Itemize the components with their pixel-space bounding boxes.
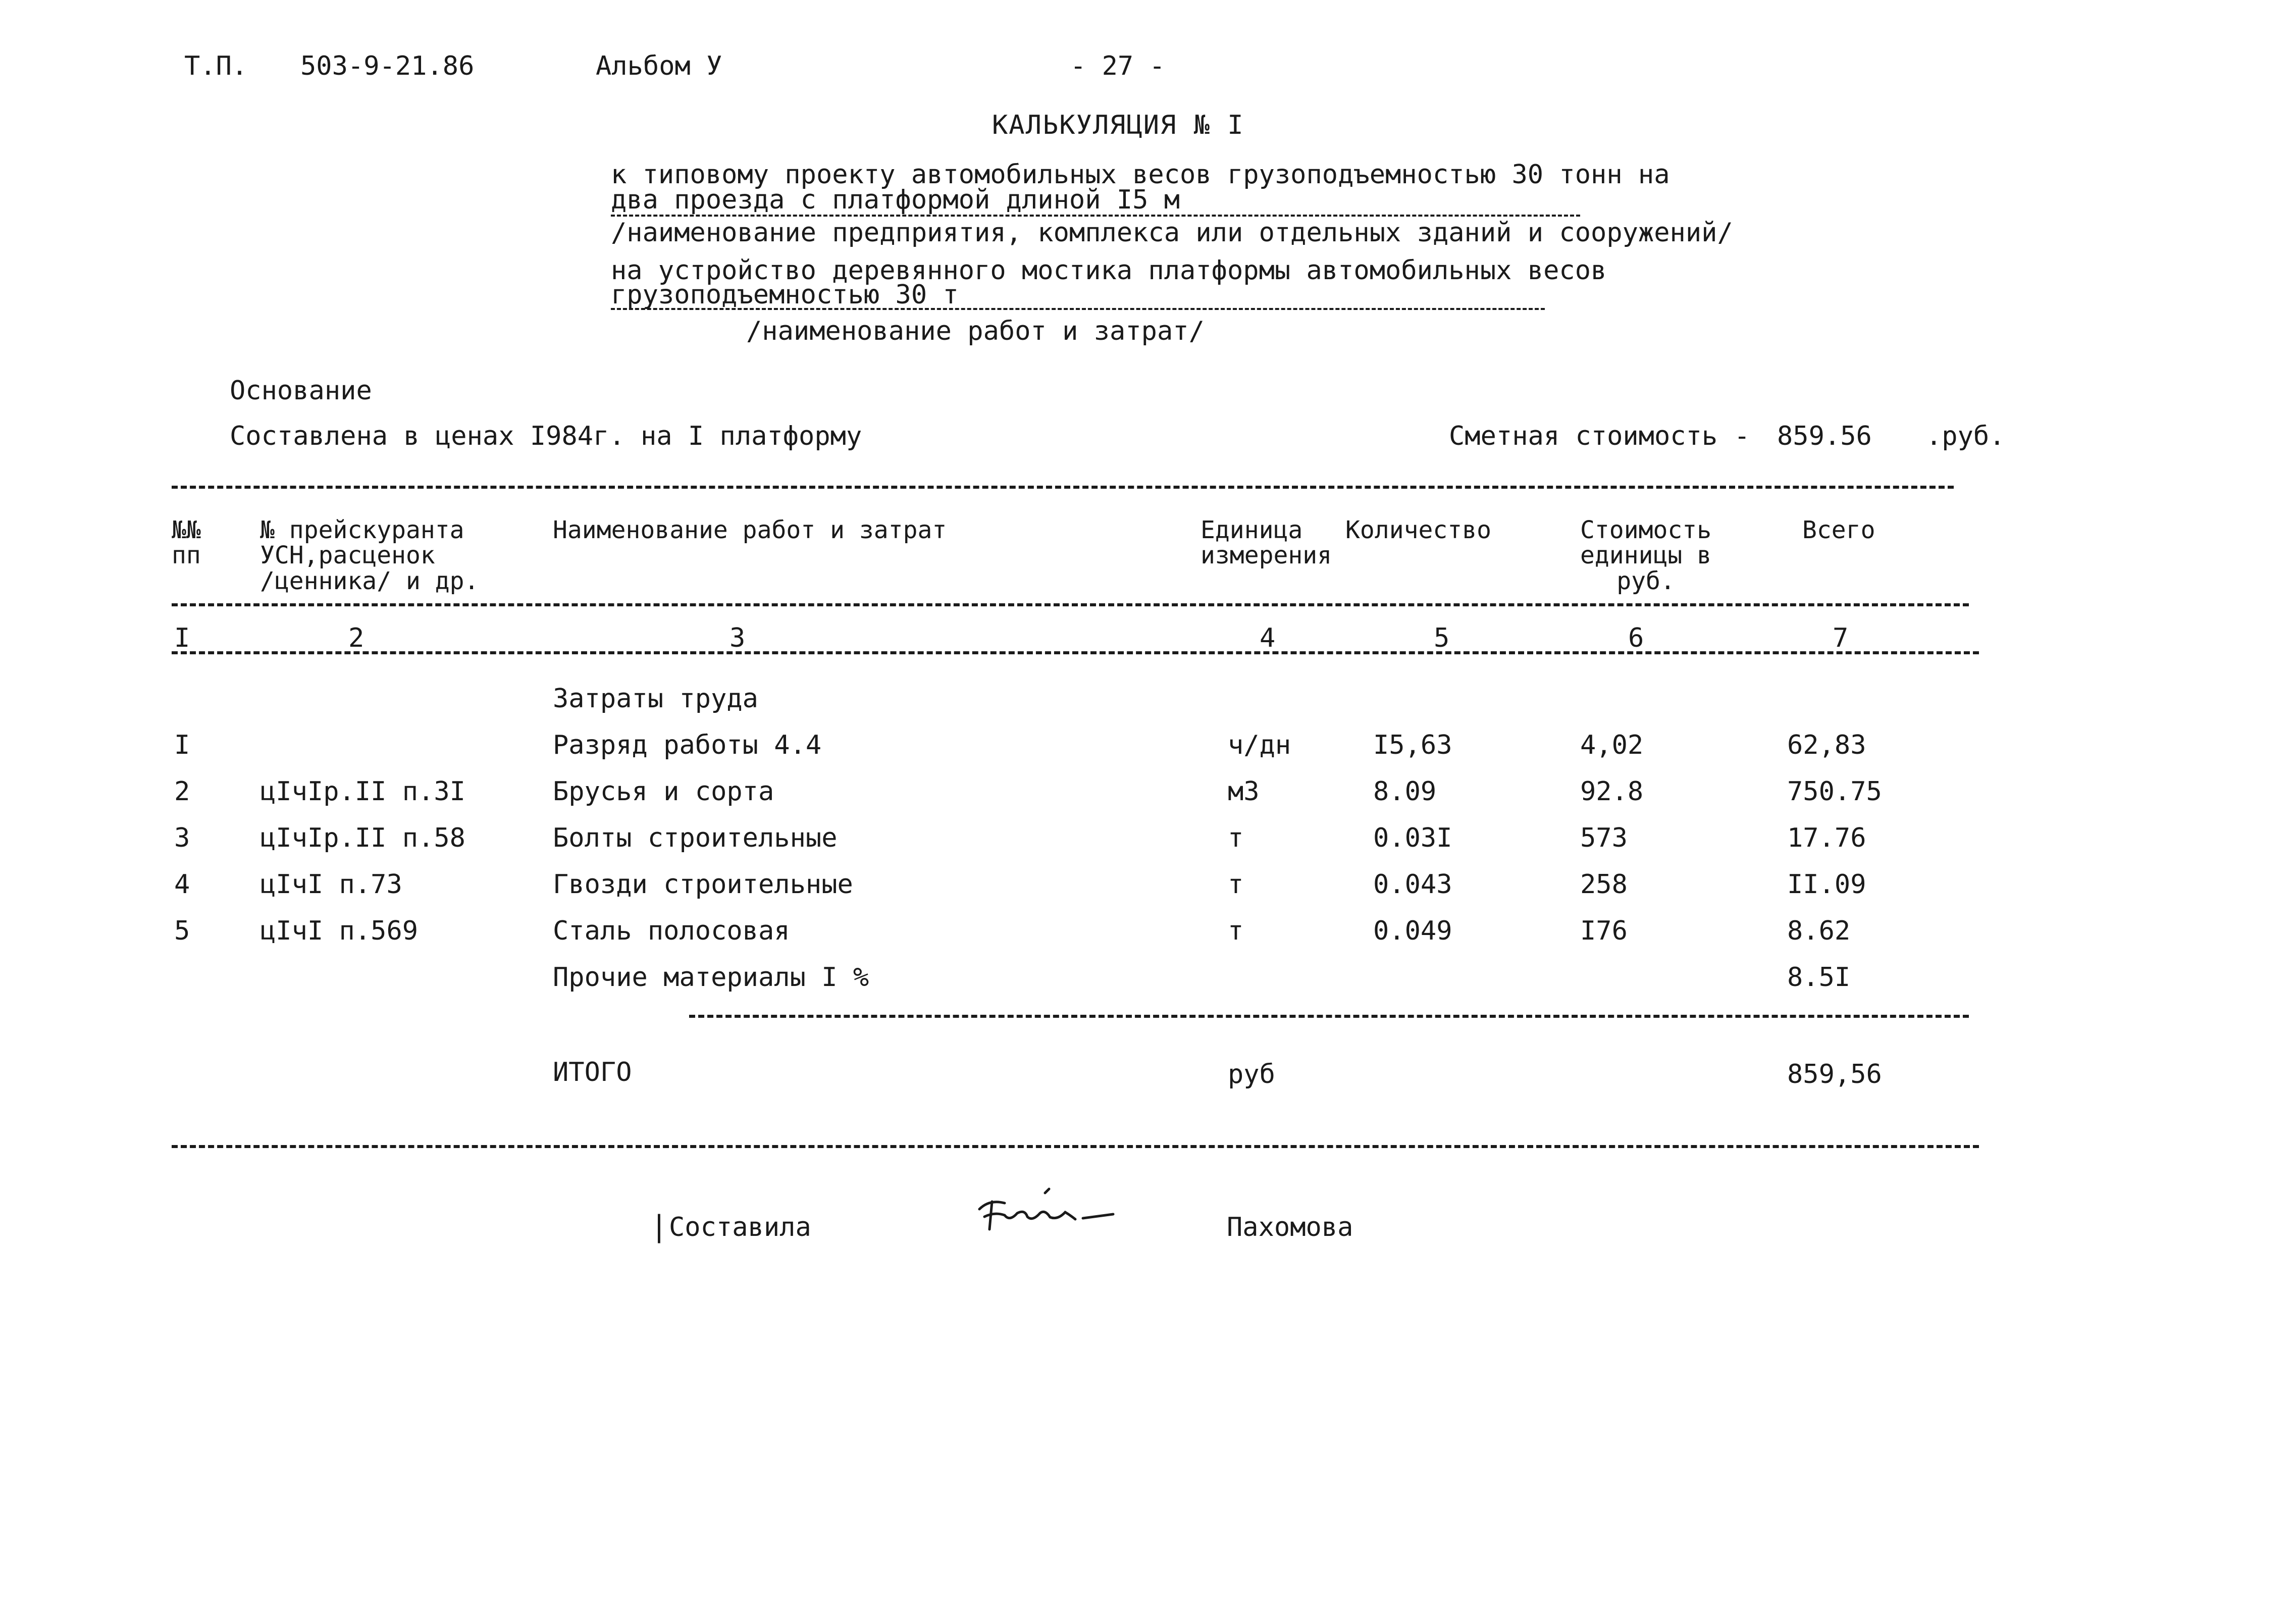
- row-quantity: 0.03I: [1373, 823, 1452, 853]
- row-name: Брусья и сорта: [553, 776, 774, 807]
- cost-value: 859.56: [1777, 421, 1872, 451]
- subtitle-line-1: к типовому проекту автомобильных весов грузоподъемностью 30 тонн на: [611, 160, 1670, 190]
- cost-dash: -: [1734, 421, 1750, 451]
- subtitle-caption-1: /наименование предприятия, комплекса или отдельных зданий и сооружений/: [611, 218, 1733, 248]
- header-bottom-rule: [172, 603, 1969, 606]
- row-unit: т: [1228, 869, 1244, 900]
- subtitle-line-3: на устройство деревянного мостика платформы автомобильных весов: [611, 255, 1607, 286]
- document-title: КАЛЬКУЛЯЦИЯ № I: [992, 110, 1244, 140]
- row-quantity: 0.043: [1373, 869, 1452, 900]
- table-bottom-rule: [172, 1145, 1979, 1148]
- header-col-total: Всего: [1802, 516, 1875, 544]
- section-label: Затраты труда: [553, 684, 758, 714]
- row-reference: цIчIр.II п.58: [260, 823, 465, 853]
- col-number-4: 4: [1260, 623, 1276, 653]
- header-col-reference: № прейскуранта УСН,расценок /ценника/ и др.: [260, 516, 479, 595]
- row-unit: ч/дн: [1228, 730, 1291, 760]
- row-name: Гвозди строительные: [553, 869, 853, 900]
- subtitle-underline-1: [611, 215, 1580, 217]
- row-name: Прочие материалы I %: [553, 962, 869, 993]
- basis-label: Основание: [230, 376, 372, 406]
- subtitle-underline-2: [611, 308, 1545, 310]
- row-number: 4: [174, 869, 190, 900]
- col-number-7: 7: [1833, 623, 1849, 653]
- subtitle-line-2: два проезда с платформой длиной I5 м: [611, 185, 1180, 215]
- cost-label: Сметная стоимость: [1449, 421, 1718, 451]
- row-name: Болты строительные: [553, 823, 838, 853]
- row-number: 5: [174, 916, 190, 946]
- row-number: 2: [174, 776, 190, 807]
- row-reference: цIчIр.II п.3I: [260, 776, 465, 807]
- row-total: 8.5I: [1787, 962, 1851, 993]
- header-col-unit: Единица измерения: [1201, 516, 1332, 570]
- row-number: 3: [174, 823, 190, 853]
- signature: [969, 1184, 1121, 1246]
- composed-label: Составила: [669, 1212, 811, 1242]
- row-unit-price: 573: [1580, 823, 1628, 853]
- row-reference: цIчI п.569: [260, 916, 419, 946]
- row-total: 62,83: [1787, 730, 1866, 760]
- row-name: Сталь полосовая: [553, 916, 790, 946]
- row-unit-price: 4,02: [1580, 730, 1644, 760]
- row-total: 8.62: [1787, 916, 1851, 946]
- row-unit: т: [1228, 823, 1244, 853]
- total-label: ИТОГО: [553, 1057, 632, 1087]
- header-col-unit-price: Стоимость единицы в руб.: [1580, 516, 1712, 595]
- col-number-1: I: [174, 623, 190, 653]
- header-col-quantity: Количество: [1345, 516, 1491, 544]
- row-name: Разряд работы 4.4: [553, 730, 822, 760]
- page-number: - 27 -: [1070, 51, 1165, 81]
- col-number-3: 3: [729, 623, 746, 653]
- cost-unit: .руб.: [1926, 421, 2005, 451]
- subtitle-line-4: грузоподъемностью 30 т: [611, 280, 959, 310]
- subtotal-rule: [689, 1015, 1969, 1018]
- row-unit-price: 92.8: [1580, 776, 1644, 807]
- column-number-rule: [172, 651, 1979, 654]
- row-reference: цIчI п.73: [260, 869, 402, 900]
- row-unit-price: 258: [1580, 869, 1628, 900]
- row-quantity: 0.049: [1373, 916, 1452, 946]
- row-quantity: I5,63: [1373, 730, 1452, 760]
- col-number-6: 6: [1628, 623, 1644, 653]
- row-unit: т: [1228, 916, 1244, 946]
- col-number-2: 2: [348, 623, 364, 653]
- row-unit: м3: [1228, 776, 1260, 807]
- header-col-number: №№ пп: [172, 516, 201, 570]
- total-unit: руб: [1228, 1059, 1275, 1089]
- composed-name: Пахомова: [1227, 1212, 1353, 1242]
- header-tp: Т.П.: [184, 51, 248, 81]
- row-unit-price: I76: [1580, 916, 1628, 946]
- basis-composed: Составлена в ценах I984г. на I платформу: [230, 421, 862, 451]
- header-code: 503-9-21.86: [300, 51, 475, 81]
- col-number-5: 5: [1434, 623, 1450, 653]
- row-total: 17.76: [1787, 823, 1866, 853]
- table-top-rule: [172, 486, 1954, 489]
- row-total: 750.75: [1787, 776, 1882, 807]
- header-album: Альбом У: [596, 51, 722, 81]
- row-number: I: [174, 730, 190, 760]
- row-quantity: 8.09: [1373, 776, 1437, 807]
- row-total: II.09: [1787, 869, 1866, 900]
- composed-bracket: |: [650, 1209, 668, 1243]
- total-value: 859,56: [1787, 1059, 1882, 1089]
- header-col-name: Наименование работ и затрат: [553, 516, 947, 544]
- subtitle-caption-2: /наименование работ и затрат/: [746, 316, 1205, 346]
